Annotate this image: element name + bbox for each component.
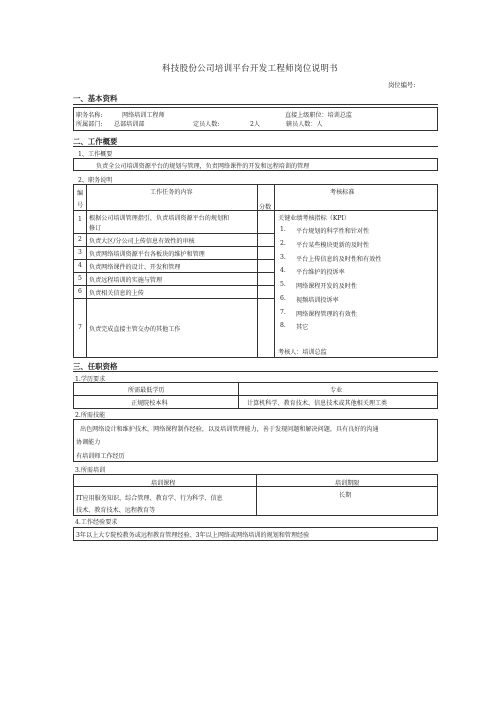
table-divider bbox=[73, 285, 274, 286]
kpi-number: 3. bbox=[280, 254, 286, 261]
kpi-number: 5. bbox=[280, 281, 286, 288]
experience-subheading: 4.工作经验要求 bbox=[75, 519, 118, 526]
headcount-label: 定员人数: bbox=[193, 121, 220, 128]
document-title: 科技股份公司培训平台开发工程师岗位说明书 bbox=[161, 64, 338, 74]
header-number-bottom: 号 bbox=[77, 202, 84, 209]
task-number: 5 bbox=[78, 275, 82, 282]
header-task-content: 工作任务的内容 bbox=[150, 189, 193, 196]
table-divider bbox=[73, 486, 438, 487]
kpi-number: 1. bbox=[280, 226, 286, 233]
task-number: 2 bbox=[78, 236, 82, 243]
task-number: 1 bbox=[78, 216, 82, 223]
training-subheading: 3.所需培训 bbox=[75, 467, 106, 474]
kpi-number: 2. bbox=[280, 240, 286, 247]
kpi-number: 8. bbox=[280, 322, 286, 329]
post-number-label: 岗位编号: bbox=[388, 82, 416, 89]
assessor-label: 考核人：培训总监 bbox=[278, 349, 327, 356]
job-description-subheading: 2、职务说明 bbox=[78, 177, 113, 184]
superior-value: 直接上级职位：培训总监 bbox=[285, 112, 353, 119]
section-rule bbox=[73, 146, 438, 147]
skills-subheading: 2.所需技能 bbox=[75, 412, 106, 419]
experience-text: 3年以上大专院校教务或远程教育管理经验、3年以上网络或网络培训的规划和管理经验 bbox=[76, 532, 310, 539]
table-divider bbox=[73, 298, 274, 299]
training-course-value-continued: 技术、教育技术、远程教育等 bbox=[76, 507, 156, 514]
section-qualifications-heading: 三、任职资格 bbox=[73, 362, 118, 371]
table-divider bbox=[73, 210, 274, 211]
task-content: 负责相关信息的上传 bbox=[89, 290, 144, 297]
task-content-continued: 修订 bbox=[89, 225, 102, 232]
kpi-item: 其它 bbox=[296, 324, 309, 331]
existing-staff-label: 辖员人数：人 bbox=[286, 121, 323, 128]
skills-experience-text: 有培训师工作经历 bbox=[76, 453, 125, 460]
kpi-item: 平台某些模块更新的及时性 bbox=[296, 242, 370, 249]
work-summary-subheading: 1、工作概要 bbox=[78, 151, 113, 158]
training-course-header: 培训课程 bbox=[151, 480, 176, 487]
table-divider bbox=[73, 272, 274, 273]
kpi-title: 关键业绩考核指标（KPI） bbox=[278, 215, 350, 222]
table-divider bbox=[274, 210, 438, 211]
skills-text-continued: 协调能力 bbox=[76, 439, 101, 446]
task-content: 负责网络课件的设计、开发和管理 bbox=[89, 264, 181, 271]
kpi-number: 4. bbox=[280, 267, 286, 274]
task-content: 根据公司培训管理指引，负责培训资源平台的规划和 bbox=[89, 215, 230, 222]
header-score: 分数 bbox=[259, 204, 272, 211]
department-value: 总部培训部 bbox=[114, 121, 145, 128]
skills-text: 出色网络设计和维护技术，网络课程制作经验，以及培训管理能力，善于发现问题和解决问题，具有良好的沟通 bbox=[80, 426, 379, 433]
post-name-label: 职务名称: bbox=[76, 112, 103, 119]
table-divider bbox=[256, 474, 257, 516]
kpi-item: 平台规划的科学性和针对性 bbox=[296, 228, 370, 235]
education-subheading: 1.学历要求 bbox=[75, 376, 106, 383]
task-content: 负责远程培训的实施与管理 bbox=[89, 277, 163, 284]
work-summary-text: 负责全公司培训资源平台的规划与管理，负责网络课件的开发和远程培训的管理 bbox=[96, 163, 310, 170]
training-period-value: 长期 bbox=[339, 492, 352, 499]
kpi-number: 6. bbox=[280, 295, 286, 302]
task-number: 4 bbox=[78, 262, 82, 269]
section-rule bbox=[73, 371, 438, 372]
task-content: 负责网络培训资源平台各板块的维护和管理 bbox=[89, 251, 205, 258]
task-number: 6 bbox=[78, 288, 82, 295]
education-min-value: 正规院校本科 bbox=[131, 400, 168, 407]
task-content: 负责大区/分公司上传信息有效性的审核 bbox=[89, 238, 195, 245]
post-name-value: 网络培训工程师 bbox=[122, 112, 165, 119]
kpi-item: 平台维护的投诉率 bbox=[296, 269, 345, 276]
training-course-value: IT应用服务知识、综合管理、教育学、行为科学、信息 bbox=[76, 495, 223, 502]
headcount-value: 2人 bbox=[250, 121, 260, 128]
section-basic-info-heading: 一、基本资料 bbox=[73, 94, 118, 103]
table-divider bbox=[73, 395, 438, 396]
education-major-header: 专业 bbox=[330, 387, 343, 394]
task-number: 3 bbox=[78, 249, 82, 256]
education-min-header: 所需最低学历 bbox=[128, 387, 165, 394]
section-work-overview-heading: 二、工作概要 bbox=[73, 137, 118, 146]
task-number: 7 bbox=[78, 324, 82, 331]
education-major-value: 计算机科学、教育技术、信息技术或其他相关理工类 bbox=[247, 400, 388, 407]
table-divider bbox=[73, 233, 274, 234]
table-divider bbox=[73, 246, 274, 247]
kpi-item: 视频培训投诉率 bbox=[296, 297, 339, 304]
section-rule bbox=[73, 104, 438, 105]
task-content: 负责完成直接主管交办的其他工作 bbox=[89, 326, 181, 333]
kpi-item: 网络课程开发的及时性 bbox=[296, 283, 357, 290]
kpi-item: 网络课程管理的有效性 bbox=[296, 311, 357, 318]
table-divider bbox=[73, 259, 274, 260]
department-label: 所属部门: bbox=[76, 121, 103, 128]
header-number-top: 编 bbox=[77, 190, 84, 197]
training-period-header: 培训期限 bbox=[335, 480, 360, 487]
kpi-number: 7. bbox=[280, 309, 286, 316]
kpi-item: 平台上传信息的及时性和有效性 bbox=[296, 256, 382, 263]
header-kpi-standard: 考核标准 bbox=[330, 189, 355, 196]
